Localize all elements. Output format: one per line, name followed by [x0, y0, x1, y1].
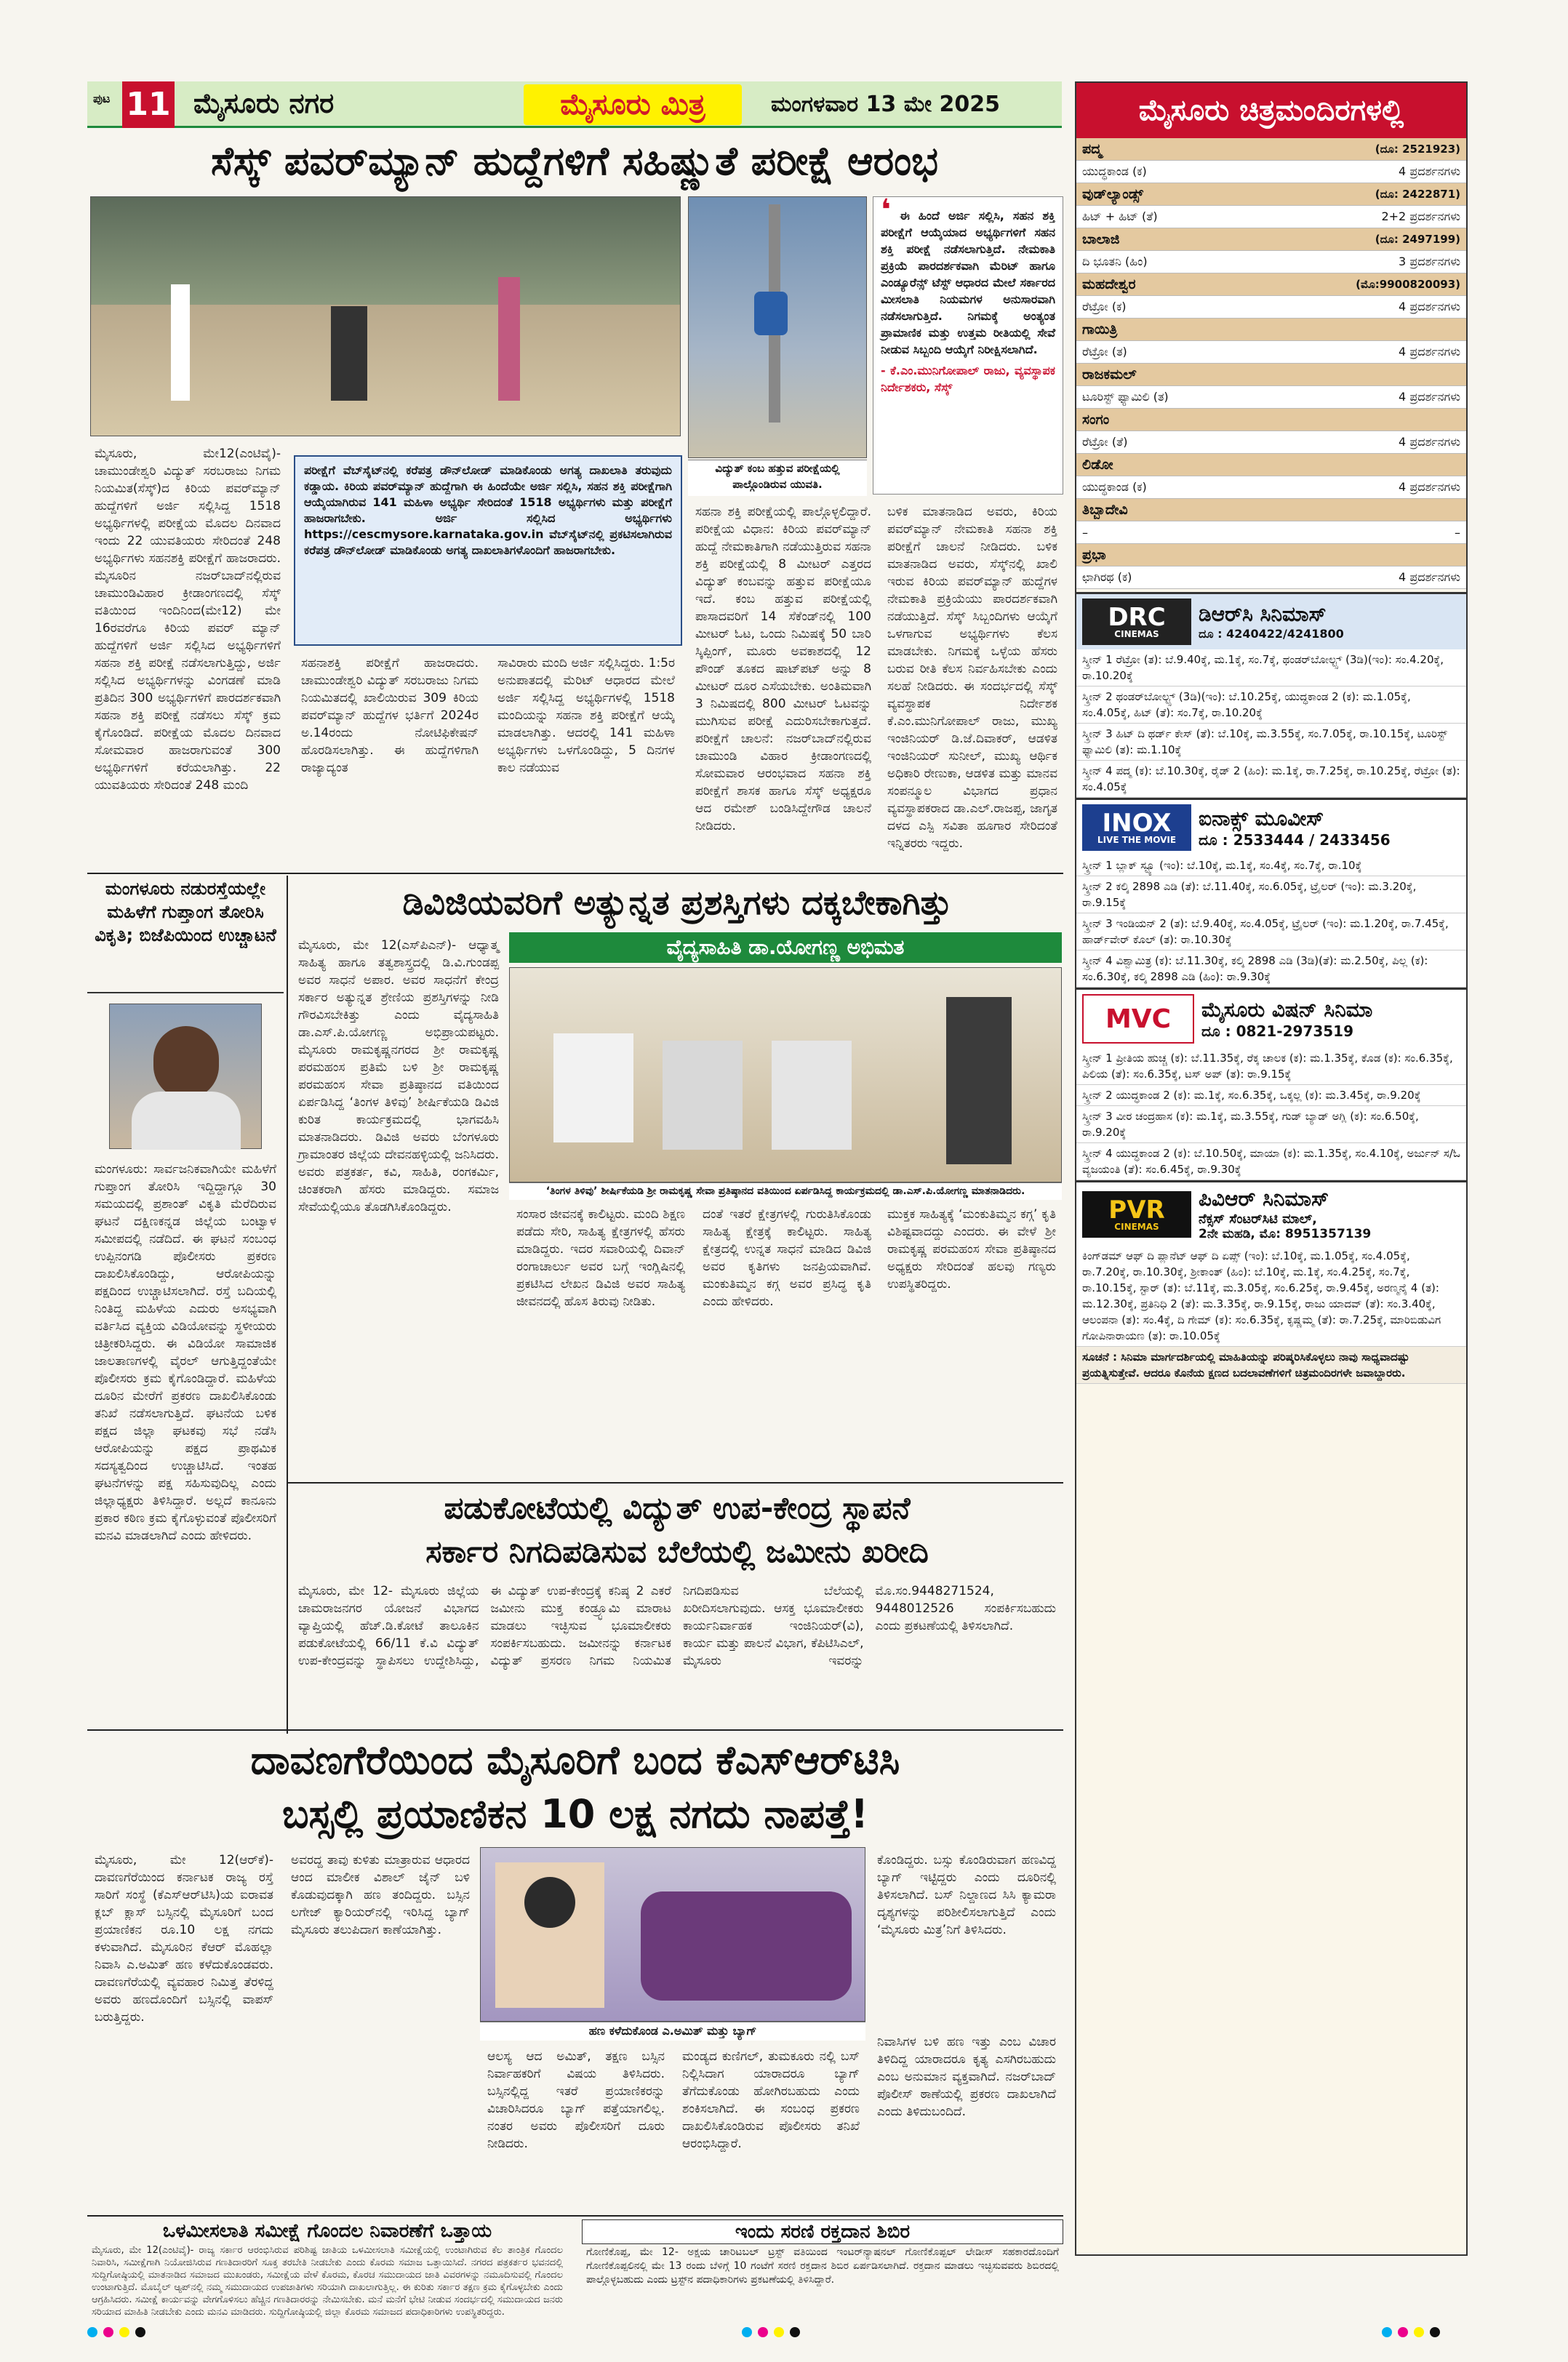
lead-quote-author: - ಕೆ.ಎಂ.ಮುನಿಗೋಪಾಲ್ ರಾಜು, ವ್ಯವಸ್ಥಾಪಕ ನಿರ್ದೇಶಕರು, ಸೆಸ್ಕ್	[881, 364, 1055, 394]
inox-phone: ದೂ : 2533444 / 2433456	[1199, 831, 1391, 849]
pvr-block	[1076, 1180, 1466, 1384]
inox-logo	[1082, 804, 1191, 851]
pvr-header	[1076, 1182, 1466, 1246]
story4-block	[87, 2219, 567, 2318]
theatre-shows: –	[1455, 525, 1460, 540]
inox-header	[1076, 800, 1466, 855]
story6-title: ಇಂದು ಸರಣಿ ರಕ್ತದಾನ ಶಿಬಿರ	[582, 2219, 1063, 2244]
theatre-film-row	[1076, 386, 1466, 409]
inox-logo-text: INOX	[1102, 809, 1172, 838]
theatre-film-row	[1076, 251, 1466, 273]
theatre-film-row	[1076, 296, 1466, 319]
mvc-header	[1076, 990, 1466, 1048]
theatre-name-row	[1076, 228, 1466, 251]
pvr-logo-sub: CINEMAS	[1114, 1221, 1159, 1232]
theatre-name: ವುಡ್‌ಲ್ಯಾಂಡ್ಸ್	[1082, 186, 1143, 202]
theatre-shows: 4 ಪ್ರದರ್ಶನಗಳು	[1399, 570, 1460, 584]
story5-body-c2: ಅವರದ್ದ ತಾವು ಕುಳಿತು ಮಾತ್ರಾರುವ ಆಧಾರದ ಆಂದ ಮಾಲೀಕ ವಿಶಾಲ್ ಜೈನ್ ಬಳಿ ಕೊಡುವುದಕ್ಕಾಗಿ ಹಣ ತಂದಿದ್ದರು. ಬಸ್ಸಿನ ಲಗೇಜ್ ಕ್ಯಾರಿಯರ್‌ನಲ್ಲಿ ಇರಿಸಿದ್ದ ಬ್ಯಾಗ್ ಮೈಸೂರು ತಲುಪಿದಾಗ ಕಾಣೆಯಾಗಿತ್ತು.	[291, 1853, 470, 1937]
theatre-list	[1076, 138, 1466, 589]
masthead: ಮೈಸೂರು ಮಿತ್ರ	[524, 84, 742, 125]
left-story-body: ಮಂಗಳೂರು: ಸಾರ್ವಜನಿಕವಾಗಿಯೇ ಮಹಿಳೆಗೆ ಗುಪ್ತಾಂಗ ತೋರಿಸಿ ಇದ್ದಿದ್ದಾಗ್ಗೂ 30 ಸಮಯದಲ್ಲಿ ಪ್ರಶಾಂತ್ ವಿಕೃತಿ ಮೆರೆದಿರುವ ಘಟನೆ ದಕ್ಷಿಣಕನ್ನಡ ಜಿಲ್ಲೆಯ ಬಂಟ್ವಾಳ ಸಮೀಪದಲ್ಲಿ ನಡೆದಿದೆ. ಈ ಘಟನೆ ಸಂಬಂಧ ಉಪ್ಪಿನಂಗಡಿ ಪೊಲೀಸರು ಪ್ರಕರಣ ದಾಖಲಿಸಿಕೊಂಡಿದ್ದು, ಆರೋಪಿಯನ್ನು ಪಕ್ಷದಿಂದ ಉಚ್ಚಾಟಿಸಲಾಗಿದೆ. ರಸ್ತೆ ಬದಿಯಲ್ಲಿ ನಿಂತಿದ್ದ ಮಹಿಳೆಯ ಎದುರು ಅಸಭ್ಯವಾಗಿ ವರ್ತಿಸಿದ ವ್ಯಕ್ತಿಯ ವಿಡಿಯೋವನ್ನು ಸ್ಥಳೀಯರು ಚಿತ್ರೀಕರಿಸಿದ್ದರು. ಈ ವಿಡಿಯೋ ಸಾಮಾಜಿಕ ಜಾಲತಾಣಗಳಲ್ಲಿ ವೈರಲ್ ಆಗುತ್ತಿದ್ದಂತೆಯೇ ಪೊಲೀಸರು ಕ್ರಮ ಕೈಗೊಂಡಿದ್ದಾರೆ. ಮಹಿಳೆಯ ದೂರಿನ ಮೇರೆಗೆ ಪ್ರಕರಣ ದಾಖಲಿಸಿಕೊಂಡು ತನಿಖೆ ನಡೆಸಲಾಗುತ್ತಿದೆ. ಘಟನೆಯ ಬಳಿಕ ಪಕ್ಷದ ಜಿಲ್ಲಾ ಘಟಕವು ಸಭೆ ನಡೆಸಿ ಆರೋಪಿಯನ್ನು ಪಕ್ಷದ ಪ್ರಾಥಮಿಕ ಸದಸ್ಯತ್ವದಿಂದ ಉಚ್ಚಾಟಿಸಿದೆ. ಇಂತಹ ಘಟನೆಗಳನ್ನು ಪಕ್ಷ ಸಹಿಸುವುದಿಲ್ಲ ಎಂದು ಜಿಲ್ಲಾಧ್ಯಕ್ಷರು ತಿಳಿಸಿದ್ದಾರೆ. ಅಲ್ಲದೆ ಕಾನೂನು ಪ್ರಕಾರ ಕಠಿಣ ಕ್ರಮ ಕೈಗೊಳ್ಳುವಂತೆ ಪೊಲೀಸರಿಗೆ ಮನವಿ ಮಾಡಲಾಗಿದೆ ಎಂದು ಹೇಳಿದರು.	[95, 1162, 276, 1543]
screen-row: ಸ್ಕ್ರೀನ್ 2 ಕಲ್ಕಿ 2898 ಎಡಿ (ತೆ): ಬೆ.11.40ಕ್ಕೆ, ಸಂ.6.05ಕ್ಕೆ, ಟ್ರೈಲರ್ (ಇಂ): ಮ.3.20ಕ್ಕೆ, ರಾ.9.15ಕ್ಕೆ	[1076, 876, 1466, 913]
story4-title: ಒಳಮೀಸಲಾತಿ ಸಮೀಕ್ಷೆ ಗೊಂದಲ ನಿವಾರಣೆಗೆ ಒತ್ತಾಯ	[162, 2220, 492, 2242]
divider	[87, 873, 1063, 874]
lead-body-col5: ಬಳಿಕ ಮಾತನಾಡಿದ ಅವರು, ಕಿರಿಯ ಪವರ್‌ಮ್ಯಾನ್ ನೇಮಕಾತಿ ಸಹನಾ ಶಕ್ತಿ ಪರೀಕ್ಷೆಗೆ ಚಾಲನೆ ನೀಡಿದರು. ಬಳಿಕ ಮಾತನಾಡಿದ ಅವರು, ಸೆಸ್ಕ್‌ನಲ್ಲಿ ಖಾಲಿ ಇರುವ ಕಿರಿಯ ಪವರ್‌ಮ್ಯಾನ್ ಹುದ್ದೆಗಳ ನೇಮಕಾತಿ ಪ್ರಕ್ರಿಯೆಯು ಪಾರದರ್ಶಕವಾಗಿ ನಡೆಯುತ್ತಿದೆ. ಸೆಸ್ಕ್ ಸಿಬ್ಬಂದಿಗಳು ಆಯ್ಕೆಗೆ ಒಳಗಾಗುವ ಅಭ್ಯರ್ಥಿಗಳು ಕೆಲಸ ಮಾಡಬೇಕು. ನಿಗಮಕ್ಕೆ ಒಳ್ಳೆಯ ಹೆಸರು ಬರುವ ರೀತಿ ಕೆಲಸ ನಿರ್ವಹಿಸಬೇಕು ಎಂದು ಸಲಹೆ ನೀಡಿದರು. ಈ ಸಂದರ್ಭದಲ್ಲಿ ಸೆಸ್ಕ್ ವ್ಯವಸ್ಥಾಪಕ ನಿರ್ದೇಶಕ ಕೆ.ಎಂ.ಮುನಿಗೋಪಾಲ್ ರಾಜು, ಮುಖ್ಯ ಇಂಜಿನಿಯರ್ ಡಿ.ಜೆ.ದಿವಾಕರ್, ಆಡಳಿತ ಇಂಜಿನಿಯರ್ ಸುನೀಲ್, ಮುಖ್ಯ ಆರ್ಥಿಕ ಅಧಿಕಾರಿ ರೇಣುಕಾ, ಆಡಳಿತ ಮತ್ತು ಮಾನವ ಸಂಪನ್ಮೂಲ ವಿಭಾಗದ ಪ್ರಧಾನ ವ್ಯವಸ್ಥಾಪಕರಾದ ಡಾ.ಎಲ್.ರಾಜಪ್ಪ, ಜಾಗೃತ ದಳದ ಎಸ್ಪಿ ಸವಿತಾ ಹೂಗಾರ ಸೇರಿದಂತೆ ಇನ್ನಿತರರು ಇದ್ದರು.	[887, 505, 1057, 851]
story4-body: ಮೈಸೂರು, ಮೇ 12(ಎಂಟಿವೈ)- ರಾಜ್ಯ ಸರ್ಕಾರ ಆರಂಭಿಸಿರುವ ಪರಿಶಿಷ್ಟ ಜಾತಿಯ ಒಳಮೀಸಲಾತಿ ಸಮೀಕ್ಷೆಯಲ್ಲಿ ಉಂಟಾಗಿರುವ ಕೆಲ ತಾಂತ್ರಿಕ ಗೊಂದಲ ನಿವಾರಿಸಿ, ಸಮೀಕ್ಷೆಗಾಗಿ ನಿಯೋಜಿಸಿರುವ ಗಣತಿದಾರರಿಗೆ ಸೂಕ್ತ ತರಬೇತಿ ನೀಡಬೇಕು ಎಂದು ಕೊರಮ ಸಮಾಜ ಒತ್ತಾಯಿಸಿದೆ. ನಗರದ ಪತ್ರಕರ್ತರ ಭವನದಲ್ಲಿ ಸುದ್ದಿಗೋಷ್ಠಿಯಲ್ಲಿ ಮಾತನಾಡಿದ ಸಮಾಜದ ಮುಖಂಡರು, ಸಮೀಕ್ಷೆಯ ವೇಳೆ ಕೊರಮ, ಕೊರಚ ಸಮುದಾಯದ ಜಾತಿ ವಿವರಗಳನ್ನು ನಮೂದಿಸುವಲ್ಲಿ ಗೊಂದಲ ಉಂಟಾಗುತ್ತಿದೆ. ಮೊಬೈಲ್ ಆ್ಯಪ್‌ನಲ್ಲಿ ನಮ್ಮ ಸಮುದಾಯದ ಉಪಜಾತಿಗಳು ಸರಿಯಾಗಿ ದಾಖಲಾಗುತ್ತಿಲ್ಲ. ಈ ಕುರಿತು ಸರ್ಕಾರ ತಕ್ಷಣ ಕ್ರಮ ಕೈಗೊಳ್ಳಬೇಕು ಎಂದು ಆಗ್ರಹಿಸಿದರು. ಸಮೀಕ್ಷೆ ಕಾರ್ಯವನ್ನು ವೇಗಗೊಳಿಸಲು ಹೆಚ್ಚಿನ ಗಣತಿದಾರರನ್ನು ನೇಮಿಸಬೇಕು. ಮನೆ ಮನೆಗೆ ಭೇಟಿ ನೀಡುವ ಸಂದರ್ಭದಲ್ಲಿ ಸಮುದಾಯದ ಜನರು ಸರಿಯಾದ ಮಾಹಿತಿ ನೀಡಬೇಕು ಎಂದು ಮನವಿ ಮಾಡಿದರು. ಸುದ್ದಿಗೋಷ್ಠಿಯಲ್ಲಿ ಜಿಲ್ಲಾ ಕೊರಮ ಸಮಾಜದ ಪದಾಧಿಕಾರಿಗಳು ಉಪಸ್ಥಿತರಿದ್ದರು.	[92, 2245, 563, 2318]
theatre-film-row	[1076, 431, 1466, 454]
theatre-name-row	[1076, 499, 1466, 521]
drc-title: ಡಿಆರ್‌ಸಿ ಸಿನಿಮಾಸ್	[1199, 602, 1327, 626]
story3-headline-line1: ಪಡುಕೋಟೆಯಲ್ಲಿ ವಿದ್ಯುತ್ ಉಪ-ಕೇಂದ್ರ ಸ್ಥಾಪನೆ	[444, 1490, 911, 1526]
story2-photo-caption: ‘ತಿಂಗಳ ತಿಳಿವು’ ಶೀರ್ಷಿಕೆಯಡಿ ಶ್ರೀ ರಾಮಕೃಷ್ಣ ಸೇವಾ ಪ್ರತಿಷ್ಠಾನದ ವತಿಯಿಂದ ಏರ್ಪಡಿಸಿದ್ದ ಕಾರ್ಯಕ್ರಮದಲ್ಲಿ ಡಾ.ಎಸ್.ಪಿ.ಯೋಗಣ್ಣ ಮಾತನಾಡಿದರು.	[509, 1182, 1062, 1200]
theatre-shows: 4 ಪ್ರದರ್ಶನಗಳು	[1399, 435, 1460, 449]
theatre-name-row	[1076, 319, 1466, 341]
screen-row: ಸ್ಕ್ರೀನ್ 1 ರೆಟ್ರೋ (ತ): ಬೆ.9.40ಕ್ಕೆ, ಮ.1ಕ್ಕೆ, ಸಂ.7ಕ್ಕೆ, ಥಂಡರ್‌ಬೋಲ್ಟ್ಸ್ (3ಡಿ)(ಇಂ): ಸಂ.4.20ಕ್ಕೆ, ರಾ.10.20ಕ್ಕೆ	[1076, 649, 1466, 686]
divider	[87, 2215, 1063, 2217]
drc-logo-sub: CINEMAS	[1114, 629, 1159, 639]
theatre-film: ಯುದ್ಧಕಾಂಡ (ಕ)	[1082, 480, 1147, 494]
screen-row: ಸ್ಕ್ರೀನ್ 4 ವಿಶ್ವಾಮಿತ್ರ (ಕ): ಬೆ.11.30ಕ್ಕೆ, ಕಲ್ಕಿ 2898 ಎಡಿ (3ಡಿ)(ತೆ): ಮ.2.50ಕ್ಕೆ, ಪಿಲ್ಲ (ಕ): ಸಂ.6.30ಕ್ಕೆ, ಕಲ್ಕಿ 2898 ಎಡಿ (ಹಿಂ): ರಾ.9.30ಕ್ಕೆ	[1076, 950, 1466, 988]
theatre-film: ರೆಟ್ರೋ (ತ)	[1082, 345, 1127, 359]
screen-row: ಸ್ಕ್ರೀನ್ 1 ಪ್ರೀತಿಯ ಹುಚ್ಚ (ಕ): ಬೆ.11.35ಕ್ಕೆ, ರೆಕ್ಕ ಚಾಲಕ (ಕ): ಮ.1.35ಕ್ಕೆ, ಕೊಡ (ಕ): ಸಂ.6.35ಕ್ಕೆ, ಪಿಲಿಯ (ತೆ): ಸಂ.6.35ಕ್ಕೆ, ಟಸ್ ಅಪ್ (ತ): ರಾ.9.15ಕ್ಕೆ	[1076, 1048, 1466, 1085]
lead-quote-text: ಈ ಹಿಂದೆ ಅರ್ಜಿ ಸಲ್ಲಿಸಿ, ಸಹನ ಶಕ್ತಿ ಪರೀಕ್ಷೆಗೆ ಆಯ್ಕೆಯಾದ ಅಭ್ಯರ್ಥಿಗಳಿಗೆ ಸಹನ ಶಕ್ತಿ ಪರೀಕ್ಷೆ ನಡೆಸಲಾಗುತ್ತಿದೆ. ನೇಮಕಾತಿ ಪ್ರಕ್ರಿಯೆ ಪಾರದರ್ಶಕವಾಗಿ ಮೆರಿಟ್ ಹಾಗೂ ಎಂಡ್ಯೂರೆನ್ಸ್ ಟೆಸ್ಟ್ ಆಧಾರದ ಮೇಲೆ ಸರ್ಕಾರದ ಮೀಸಲಾತಿ ನಿಯಮಗಳ ಅನುಸಾರವಾಗಿ ನಡೆಸಲಾಗುತ್ತಿದೆ. ನಿಗಮಕ್ಕೆ ಅಂತ್ಯಂತ ಪ್ರಾಮಾಣಿಕ ಮತ್ತು ಉತ್ತಮ ರೀತಿಯಲ್ಲಿ ಸೇವೆ ನೀಡುವ ಸಿಬ್ಬಂದಿ ಆಯ್ಕೆಗೆ ನಿರೀಕ್ಷಿಸಲಾಗಿದೆ.	[881, 209, 1055, 356]
story5-body-c5: ಕೊಂಡಿದ್ದರು. ಬಸ್ಸು ಕೊಂಡಿರುವಾಗ ಹಣವಿದ್ದ ಬ್ಯಾಗ್ ಇಟ್ಟಿದ್ದರು ಎಂದು ದೂರಿನಲ್ಲಿ ತಿಳಿಸಲಾಗಿದೆ. ಬಸ್ ನಿಲ್ದಾಣದ ಸಿಸಿ ಕ್ಯಾಮರಾ ದೃಶ್ಯಗಳನ್ನು ಪರಿಶೀಲಿಸಲಾಗುತ್ತಿದೆ ಎಂದು ‘ಮೈಸೂರು ಮಿತ್ರ’ನಿಗೆ ತಿಳಿಸಿದರು.	[877, 1853, 1056, 1937]
theatre-name: ಮಹದೇಶ್ವರ	[1082, 276, 1136, 292]
page-header	[87, 81, 1062, 128]
theatre-film: ಛಾಗಿರಥ (ಕ)	[1082, 570, 1132, 584]
registration-marks-center	[742, 2327, 829, 2342]
inox-title: ಐನಾಕ್ಸ್ ಮೂವೀಸ್	[1199, 806, 1324, 830]
quote-mark-icon: ❛	[881, 193, 891, 227]
cinema-panel-title: ಮೈಸೂರು ಚಿತ್ರಮಂದಿರಗಳಲ್ಲಿ	[1076, 83, 1466, 138]
lead-headline: ಸೆಸ್ಕ್ ಪವರ್‌ಮ್ಯಾನ್ ಹುದ್ದೆಗಳಿಗೆ ಸಹಿಷ್ಣುತೆ ಪರೀಕ್ಷೆ ಆರಂಭ	[210, 138, 938, 184]
drc-screens	[1076, 649, 1466, 798]
story2-subhead: ವೈದ್ಯಸಾಹಿತಿ ಡಾ.ಯೋಗಣ್ಣ ಅಭಿಮತ	[509, 932, 1062, 963]
story5-photo-caption: ಹಣ ಕಳೆದುಕೊಂಡ ಎ.ಅಮಿತ್ ಮತ್ತು ಬ್ಯಾಗ್	[480, 2022, 865, 2041]
theatre-film: –	[1082, 525, 1088, 540]
theatre-phone: (ದೂ: 2497199)	[1375, 233, 1460, 246]
drc-logo-text: DRC	[1108, 603, 1166, 632]
story6-block	[582, 2219, 1063, 2307]
theatre-name: ಪದ್ಮ	[1082, 141, 1103, 157]
story6-body: ಗೋಣಿಕೊಪ್ಪ, ಮೇ 12- ಅಕ್ಷಯ ಚಾರಿಟಬಲ್ ಟ್ರಸ್ಟ್ ವತಿಯಿಂದ ಇಂಟರ್‌ನ್ಯಾಷನಲ್ ಗೋಣಿಕೊಪ್ಪಲ್ ಲೇಡೀಸ್ ಸಹಕಾರದೊಂದಿಗೆ ಗೋಣಿಕೊಪ್ಪಲಿನಲ್ಲಿ ಮೇ 13 ರಂದು ಬೆಳಿಗ್ಗೆ 10 ಗಂಟೆಗೆ ಸರಣಿ ರಕ್ತದಾನ ಶಿಬಿರ ಏರ್ಪಡಿಸಲಾಗಿದೆ. ರಕ್ತದಾನ ಮಾಡಲು ಇಚ್ಛಿಸುವವರು ಶಿಬಿರದಲ್ಲಿ ಪಾಲ್ಗೊಳ್ಳಬಹುದು ಎಂದು ಟ್ರಸ್ಟ್‌ನ ಪದಾಧಿಕಾರಿಗಳು ಪ್ರಕಟಣೆಯಲ್ಲಿ ತಿಳಿಸಿದ್ದಾರೆ.	[586, 2246, 1059, 2286]
story2-body-left: ಮೈಸೂರು, ಮೇ 12(ಎಸ್‌ಪಿಎನ್)- ಆಧ್ಯಾತ್ಮ ಸಾಹಿತ್ಯ ಹಾಗೂ ತತ್ವಶಾಸ್ತ್ರದಲ್ಲಿ ಡಿ.ವಿ.ಗುಂಡಪ್ಪ ಅವರ ಸಾಧನೆ ಅಪಾರ. ಅವರ ಸಾಧನೆಗೆ ಕೇಂದ್ರ ಸರ್ಕಾರ ಅತ್ಯುನ್ನತ ಶ್ರೇಣಿಯ ಪ್ರಶಸ್ತಿಗಳನ್ನು ನೀಡಿ ಗೌರವಿಸಬೇಕಿತ್ತು ಎಂದು ವೈದ್ಯಸಾಹಿತಿ ಡಾ.ಎಸ್.ಪಿ.ಯೋಗಣ್ಣ ಅಭಿಪ್ರಾಯಪಟ್ಟರು. ಮೈಸೂರು ರಾಮಕೃಷ್ಣನಗರದ ಶ್ರೀ ರಾಮಕೃಷ್ಣ ಪರಮಹಂಸ ಪ್ರತಿಮೆ ಬಳಿ ಶ್ರೀ ರಾಮಕೃಷ್ಣ ಪರಮಹಂಸ ಸೇವಾ ಪ್ರತಿಷ್ಠಾನದ ವತಿಯಿಂದ ಏರ್ಪಡಿಸಿದ್ದ ‘ತಿಂಗಳ ತಿಳಿವು’ ಶೀರ್ಷಿಕೆಯಡಿ ಡಿವಿಜಿ ಕುರಿತ ಕಾರ್ಯಕ್ರಮದಲ್ಲಿ ಭಾಗವಹಿಸಿ ಮಾತನಾಡಿದರು. ಡಿವಿಜಿ ಅವರು ಬೆಂಗಳೂರು ಗ್ರಾಮಾಂತರ ಜಿಲ್ಲೆಯ ದೇವನಹಳ್ಳಿಯಲ್ಲಿ ಜನಿಸಿದರು. ಅವರು ಪತ್ರಕರ್ತ, ಕವಿ, ಸಾಹಿತಿ, ರಂಗಕರ್ಮಿ, ಚಿಂತಕರಾಗಿ ಹೆಸರು ಮಾಡಿದ್ದರು. ಸಮಾಜ ಸೇವೆಯಲ್ಲಿಯೂ ತೊಡಗಿಸಿಕೊಂಡಿದ್ದರು.	[298, 938, 499, 1214]
lead-photo-pole-caption: ವಿದ್ಯುತ್ ಕಂಬ ಹತ್ತುವ ಪರೀಕ್ಷೆಯಲ್ಲಿ ಪಾಲ್ಗೊಂಡಿರುವ ಯುವತಿ.	[688, 460, 867, 496]
theatre-name-row	[1076, 454, 1466, 476]
theatre-name: ರಾಜಕಮಲ್	[1082, 367, 1137, 383]
story5-body-c1: ಮೈಸೂರು, ಮೇ 12(ಆರ್‌ಕೆ)- ದಾವಣಗೆರೆಯಿಂದ ಕರ್ನಾಟಕ ರಾಜ್ಯ ರಸ್ತೆ ಸಾರಿಗೆ ಸಂಸ್ಥೆ (ಕೆಎಸ್‌ಆರ್‌ಟಿಸಿ)ಯ ಐರಾವತ ಕ್ಲಬ್ ಕ್ಲಾಸ್ ಬಸ್ಸಿನಲ್ಲಿ ಮೈಸೂರಿಗೆ ಬಂದ ಪ್ರಯಾಣಿಕನ ರೂ.10 ಲಕ್ಷ ನಗದು ಕಳುವಾಗಿದೆ. ಮೈಸೂರಿನ ಕೆಆರ್ ಮೊಹಲ್ಲಾ ನಿವಾಸಿ ಎ.ಅಮಿತ್ ಹಣ ಕಳೆದುಕೊಂಡವರು. ದಾವಣಗೆರೆಯಲ್ಲಿ ವ್ಯವಹಾರ ನಿಮಿತ್ತ ತೆರಳಿದ್ದ ಅವರು ಹಣದೊಂದಿಗೆ ಬಸ್ಸಿನಲ್ಲಿ ವಾಪಸ್ ಬರುತ್ತಿದ್ದರು.	[95, 1853, 273, 2025]
screen-row: ಸ್ಕ್ರೀನ್ 3 ಇಂಡಿಯನ್ 2 (ತ): ಬೆ.9.40ಕ್ಕೆ, ಸಂ.4.05ಕ್ಕೆ, ಟ್ರೈಲರ್ (ಇಂ): ಮ.1.20ಕ್ಕೆ, ರಾ.7.45ಕ್ಕೆ, ಹಾರ್ಡ್‌ವೇರ್ ಕೊಲ್ (ತ): ರಾ.10.30ಕ್ಕೆ	[1076, 913, 1466, 950]
theatre-name: ತಿಬ್ಬಾದೇವಿ	[1082, 502, 1128, 518]
theatre-shows: 4 ಪ್ರದರ್ಶನಗಳು	[1399, 390, 1460, 404]
registration-marks-right	[1382, 2327, 1469, 2342]
theatre-name: ಗಾಯಿತ್ರಿ	[1082, 321, 1118, 337]
lead-body-col3: ಸಾವಿರಾರು ಮಂದಿ ಅರ್ಜಿ ಸಲ್ಲಿಸಿದ್ದರು. 1:5ರ ಅನುಪಾತದಲ್ಲಿ ಮೆರಿಟ್ ಆಧಾರದ ಮೇಲೆ ಅರ್ಜಿ ಸಲ್ಲಿಸಿದ್ದ ಅಭ್ಯರ್ಥಿಗಳಲ್ಲಿ 1518 ಮಂದಿಯನ್ನು ಸಹನಾ ಶಕ್ತಿ ಪರೀಕ್ಷೆಗೆ ಆಯ್ಕೆ ಮಾಡಲಾಗಿತ್ತು. ಆದರಲ್ಲಿ 141 ಮಹಿಳಾ ಅಭ್ಯರ್ಥಿಗಳು ಒಳಗೊಂಡಿದ್ದು, 5 ದಿನಗಳ ಕಾಲ ನಡೆಯುವ	[497, 656, 675, 775]
inox-block	[1076, 798, 1466, 988]
theatre-shows: 4 ಪ್ರದರ್ಶನಗಳು	[1399, 345, 1460, 359]
story5-headline-line2: ಬಸ್ಸಲ್ಲಿ ಪ್ರಯಾಣಿಕನ 10 ಲಕ್ಷ ನಗದು ನಾಪತ್ತೆ!	[281, 1791, 869, 1837]
screen-row: ಸ್ಕ್ರೀನ್ 4 ಯುದ್ಧಕಾಂಡ 2 (ಕ): ಬೆ.10.50ಕ್ಕೆ, ಮಾಯಾ (ಕ): ಮ.1.35ಕ್ಕೆ, ಸಂ.4.10ಕ್ಕೆ, ಅರ್ಜುನ್ ಸ/ಓ ವ್ಯಜಯಂತಿ (ತೆ): ಸಂ.6.45ಕ್ಕೆ, ರಾ.9.30ಕ್ಕೆ	[1076, 1143, 1466, 1180]
drc-header	[1076, 594, 1466, 649]
mvc-logo-text: MVC	[1105, 1004, 1172, 1034]
theatre-shows: 4 ಪ್ರದರ್ಶನಗಳು	[1399, 480, 1460, 494]
story2-headline: ಡಿವಿಜಿಯವರಿಗೆ ಅತ್ಯುನ್ನತ ಪ್ರಶಸ್ತಿಗಳು ದಕ್ಕಬೇಕಾಗಿತ್ತು	[402, 883, 952, 922]
lead-quote	[873, 193, 1063, 495]
pvr-subtitle: ನೆಕ್ಸಸ್ ಸೆಂಟರ್‌ಸಿಟಿ ಮಾಲ್,	[1199, 1212, 1317, 1227]
theatre-shows: 2+2 ಪ್ರದರ್ಶನಗಳು	[1381, 209, 1460, 223]
left-story-headline: ಮಂಗಳೂರು ನಡುರಸ್ತೆಯಲ್ಲೇ ಮಹಿಳೆಗೆ ಗುಪ್ತಾಂಗ ತೋರಿಸಿ ವಿಕೃತಿ; ಬಿಜೆಪಿಯಿಂದ ಉಚ್ಚಾಟನೆ	[87, 877, 284, 993]
pvr-title: ಪಿವಿಆರ್ ಸಿನಿಮಾಸ್	[1199, 1187, 1329, 1211]
divider	[288, 1482, 1063, 1484]
theatre-phone: (ಮೊ:9900820093)	[1356, 278, 1460, 291]
section-title: ಮೈಸೂರು ನಗರ	[193, 87, 335, 119]
cinema-panel	[1075, 81, 1468, 2256]
theatre-shows: 3 ಪ್ರದರ್ಶನಗಳು	[1399, 255, 1460, 268]
screen-row: ಸ್ಕ್ರೀನ್ 2 ಯುದ್ಧಕಾಂಡ 2 (ಕ): ಮ.1ಕ್ಕೆ, ಸಂ.6.35ಕ್ಕೆ, ಒಕ್ಕಲ್ಲ (ಕ): ಮ.3.45ಕ್ಕೆ, ರಾ.9.20ಕ್ಕೆ	[1076, 1085, 1466, 1106]
theatre-film-row	[1076, 521, 1466, 544]
screen-row: ಸ್ಕ್ರೀನ್ 2 ಥಂಡರ್‌ಬೋಲ್ಟ್ಸ್ (3ಡಿ)(ಇಂ): ಬೆ.10.25ಕ್ಕೆ, ಯುದ್ಧಕಾಂಡ 2 (ಕ): ಮ.1.05ಕ್ಕೆ, ಸಂ.4.05ಕ್ಕೆ, ಹಿಟ್ (ತೆ): ಸಂ.7ಕ್ಕೆ, ರಾ.10.20ಕ್ಕೆ	[1076, 686, 1466, 724]
drc-phone: ದೂ : 4240422/4241800	[1199, 627, 1344, 641]
issue-date: ಮಂಗಳವಾರ 13 ಮೇ 2025	[771, 92, 1001, 117]
theatre-name-row	[1076, 138, 1466, 161]
theatre-name: ಪ್ರಭಾ	[1082, 547, 1106, 563]
page-label: ಪುಟ	[93, 92, 111, 105]
divider	[287, 876, 288, 1734]
theatre-phone: (ದೂ: 2422871)	[1375, 188, 1460, 201]
lead-photo-pole	[688, 196, 867, 458]
drc-block	[1076, 592, 1466, 798]
page-number: 11	[122, 81, 175, 128]
theatre-name: ಬಾಲಾಜಿ	[1082, 231, 1120, 247]
lead-body-col2: ಸಹನಾಶಕ್ತಿ ಪರೀಕ್ಷೆಗೆ ಹಾಜರಾದರು. ಚಾಮುಂಡೇಶ್ವರಿ ವಿದ್ಯುತ್ ಸರಬರಾಜು ನಿಗಮ ನಿಯಮಿತದಲ್ಲಿ ಖಾಲಿಯಿರುವ 309 ಕಿರಿಯ ಪವರ್‌ಮ್ಯಾನ್ ಹುದ್ದೆಗಳ ಭರ್ತಿಗೆ 2024ರ ಅ.14ರಂದು ನೋಟಿಫಿಕೇಷನ್ ಹೊರಡಿಸಲಾಗಿತ್ತು. ಈ ಹುದ್ದೆಗಳಿಗಾಗಿ ರಾಜ್ಯಾದ್ಯಂತ	[301, 656, 479, 775]
story2-body-c3: ಮುಕ್ತಕ ಸಾಹಿತ್ಯಕ್ಕೆ ‘ಮಂಕುತಿಮ್ಮನ ಕಗ್ಗ’ ಕೃತಿ ವಿಶಿಷ್ಟವಾದದ್ದು ಎಂದರು. ಈ ವೇಳೆ ಶ್ರೀ ರಾಮಕೃಷ್ಣ ಪರಮಹಂಸ ಸೇವಾ ಪ್ರತಿಷ್ಠಾನದ ಅಧ್ಯಕ್ಷರು ಸೇರಿದಂತೆ ಹಲವು ಗಣ್ಯರು ಉಪಸ್ಥಿತರಿದ್ದರು.	[887, 1207, 1056, 1292]
story2-body-c2: ದಂತೆ ಇತರೆ ಕ್ಷೇತ್ರಗಳಲ್ಲಿ ಗುರುತಿಸಿಕೊಂಡು ಸಾಹಿತ್ಯ ಕ್ಷೇತ್ರಕ್ಕೆ ಕಾಲಿಟ್ಟರು. ಸಾಹಿತ್ಯ ಕ್ಷೇತ್ರದಲ್ಲಿ ಉನ್ನತ ಸಾಧನೆ ಮಾಡಿದ ಡಿವಿಜಿ ಅವರ ಕೃತಿಗಳು ಜನಪ್ರಿಯವಾಗಿವೆ. ಮಂಕುತಿಮ್ಮನ ಕಗ್ಗ ಅವರ ಪ್ರಸಿದ್ಧ ಕೃತಿ ಎಂದು ಹೇಳಿದರು.	[703, 1207, 871, 1309]
theatre-name-row	[1076, 273, 1466, 296]
theatre-film: ಹಿಟ್ + ಹಿಟ್ (ತೆ)	[1082, 209, 1158, 223]
lead-photo-track	[90, 196, 681, 436]
theatre-name: ಸಂಗಂ	[1082, 412, 1110, 428]
mvc-logo	[1082, 994, 1194, 1044]
theatre-name-row	[1076, 364, 1466, 386]
screen-row: ಸ್ಕ್ರೀನ್ 1 ಬ್ಲಾಕ್ ಸ್ಟ್ಯೂ (ಇಂ): ಬೆ.10ಕ್ಕೆ, ಮ.1ಕ್ಕೆ, ಸಂ.4ಕ್ಕೆ, ಸಂ.7ಕ್ಕೆ, ರಾ.10ಕ್ಕೆ	[1076, 855, 1466, 876]
theatre-name-row	[1076, 544, 1466, 567]
theatre-film: ದಿ ಭೂತನಿ (ಹಿಂ)	[1082, 255, 1148, 268]
inox-logo-sub: LIVE THE MOVIE	[1097, 835, 1177, 845]
theatre-name-row	[1076, 183, 1466, 206]
lead-body-col4: ಸಹನಾ ಶಕ್ತಿ ಪರೀಕ್ಷೆಯಲ್ಲಿ ಪಾಲ್ಗೊಳ್ಳಲಿದ್ದಾರೆ. ಪರೀಕ್ಷೆಯ ವಿಧಾನ: ಕಿರಿಯ ಪವರ್‌ಮ್ಯಾನ್ ಹುದ್ದೆ ನೇಮಕಾತಿಗಾಗಿ ನಡೆಯುತ್ತಿರುವ ಸಹನಾ ಶಕ್ತಿ ಪರೀಕ್ಷೆಯಲ್ಲಿ 8 ಮೀಟರ್ ಎತ್ತರದ ವಿದ್ಯುತ್ ಕಂಬವನ್ನು ಹತ್ತುವ ಪರೀಕ್ಷೆಯೂ ಇದೆ. ಕಂಬ ಹತ್ತುವ ಪರೀಕ್ಷೆಯಲ್ಲಿ ಪಾಸಾದವರಿಗೆ 14 ಸೆಕೆಂಡ್‌ನಲ್ಲಿ 100 ಮೀಟರ್ ಓಟ, ಒಂದು ನಿಮಿಷಕ್ಕೆ 50 ಬಾರಿ ಸ್ಕಿಪ್ಪಿಂಗ್, ಮೂರು ಅವಕಾಶದಲ್ಲಿ 12 ಪೌಂಡ್ ತೂಕದ ಷಾಟ್‌ಪಟ್ ಅನ್ನು 8 ಮೀಟರ್ ದೂರ ಎಸೆಯಬೇಕು. ಅಂತಿಮವಾಗಿ 3 ನಿಮಿಷದಲ್ಲಿ 800 ಮೀಟರ್ ಓಟವನ್ನು ಮುಗಿಸುವ ಪರೀಕ್ಷೆ ಎದುರಿಸಬೇಕಾಗುತ್ತದೆ. ಪರೀಕ್ಷೆಗೆ ಚಾಲನೆ: ನಜರ್‌ಬಾದ್‌ನಲ್ಲಿರುವ ಚಾಮುಂಡಿ ವಿಹಾರ ಕ್ರೀಡಾಂಗಣದಲ್ಲಿ ಸೋಮವಾರ ಆರಂಭವಾದ ಸಹನಾ ಶಕ್ತಿ ಪರೀಕ್ಷೆಗೆ ಶಾಸಕ ಹಾಗೂ ಸೆಸ್ಕ್ ಅಧ್ಯಕ್ಷರೂ ಆದ ರಮೇಶ್ ಬಂಡಿಸಿದ್ದೇಗೌಡ ಚಾಲನೆ ನೀಡಿದರು.	[695, 505, 871, 833]
screen-row: ಸ್ಕ್ರೀನ್ 3 ಹಿಟ್ ದಿ ಥರ್ಡ್ ಕೇಸ್ (ತೆ): ಬೆ.10ಕ್ಕೆ, ಮ.3.55ಕ್ಕೆ, ಸಂ.7.05ಕ್ಕೆ, ರಾ.10.15ಕ್ಕೆ, ಟೂರಿಸ್ಟ್ ಫ್ಯಾಮಿಲಿ (ತ): ಮ.1.10ಕ್ಕೆ	[1076, 724, 1466, 761]
left-story-photo	[109, 1004, 262, 1149]
theatre-film: ಟೂರಿಸ್ಟ್ ಫ್ಯಾಮಿಲಿ (ತ)	[1082, 390, 1169, 404]
mvc-phone: ದೂ : 0821-2973519	[1201, 1022, 1353, 1040]
lead-notice-text: ಪರೀಕ್ಷೆಗೆ ವೆಬ್‌ಸೈಟ್‌ನಲ್ಲಿ ಕರೆಪತ್ರ ಡೌನ್‌ಲೋಡ್ ಮಾಡಿಕೊಂಡು ಅಗತ್ಯ ದಾಖಲಾತಿ ತರುವುದು ಕಡ್ಡಾಯ. ಕಿರಿಯ ಪವರ್‌ಮ್ಯಾನ್ ಹುದ್ದೆಗಾಗಿ ಈ ಹಿಂದೆಯೇ ಅರ್ಜಿ ಸಲ್ಲಿಸಿ, ಸಹನ ಶಕ್ತಿ ಪರೀಕ್ಷೆಗಾಗಿ ಆಯ್ಕೆಯಾಗಿರುವ 141 ಮಹಿಳಾ ಅಭ್ಯರ್ಥಿ ಸೇರಿದಂತೆ 1518 ಅಭ್ಯರ್ಥಿಗಳು ಮತ್ತು ಪರೀಕ್ಷೆಗೆ ಹಾಜರಾಗಬೇಕು. ಅರ್ಜಿ ಸಲ್ಲಿಸಿದ ಅಭ್ಯರ್ಥಿಗಳು https://cescmysore.karnataka.gov.in ವೆಬ್‌ಸೈಟ್‌ನಲ್ಲಿ ಪ್ರಕಟಿಸಲಾಗಿರುವ ಕರೆಪತ್ರ ಡೌನ್‌ಲೋಡ್ ಮಾಡಿಕೊಂಡು ಅಗತ್ಯ ದಾಖಲಾತಿಗಳೊಂದಿಗೆ ಹಾಜರಾಗಬೇಕು.	[304, 463, 672, 557]
story2-photo	[509, 967, 1062, 1182]
theatre-film-row	[1076, 567, 1466, 589]
mvc-block	[1076, 988, 1466, 1180]
screen-row: ಸ್ಕ್ರೀನ್ 4 ಪದ್ಮ (ಕ): ಬೆ.10.30ಕ್ಕೆ, ರೈಡ್ 2 (ಹಿಂ): ಮ.1ಕ್ಕೆ, ರಾ.7.25ಕ್ಕೆ, ರಾ.10.25ಕ್ಕೆ, ರೆಟ್ರೋ (ತ): ಸಂ.4.05ಕ್ಕೆ	[1076, 761, 1466, 798]
registration-marks-left	[87, 2327, 175, 2342]
story3-headline-line2: ಸರ್ಕಾರ ನಿಗದಿಪಡಿಸುವ ಬೆಲೆಯಲ್ಲಿ ಜಮೀನು ಖರೀದಿ	[425, 1534, 929, 1569]
theatre-name: ಲಿಡೋ	[1082, 457, 1113, 473]
divider	[87, 1729, 1063, 1731]
mvc-title: ಮೈಸೂರು ವಿಷನ್ ಸಿನಿಮಾ	[1201, 998, 1373, 1022]
screen-row: ಸ್ಕ್ರೀನ್ 3 ವೀರ ಚಂದ್ರಹಾಸ (ಕ): ಮ.1ಕ್ಕೆ, ಮ.3.55ಕ್ಕೆ, ಗುಡ್ ಬ್ಯಾಡ್ ಅಗ್ಲಿ (ಕ): ಸಂ.6.50ಕ್ಕೆ, ರಾ.9.20ಕ್ಕೆ	[1076, 1106, 1466, 1143]
pvr-logo	[1082, 1191, 1191, 1238]
theatre-shows: 4 ಪ್ರದರ್ಶನಗಳು	[1399, 164, 1460, 178]
story5-body-c3: ಆಲಸ್ಯ ಆದ ಅಮಿತ್, ತಕ್ಷಣ ಬಸ್ಸಿನ ನಿರ್ವಾಹಕರಿಗೆ ವಿಷಯ ತಿಳಿಸಿದರು. ಬಸ್ಸಿನಲ್ಲಿದ್ದ ಇತರೆ ಪ್ರಯಾಣಿಕರನ್ನು ವಿಚಾರಿಸಿದರೂ ಬ್ಯಾಗ್ ಪತ್ತೆಯಾಗಲಿಲ್ಲ. ನಂತರ ಅವರು ಪೊಲೀಸರಿಗೆ ದೂರು ನೀಡಿದರು.	[487, 2049, 665, 2151]
drc-logo	[1082, 598, 1191, 645]
lead-notice-box	[294, 455, 682, 646]
story3-body: ಮೈಸೂರು, ಮೇ 12- ಮೈಸೂರು ಜಿಲ್ಲೆಯ ಚಾಮರಾಜನಗರ ಯೋಜನೆ ವಿಭಾಗದ ವ್ಯಾಪ್ತಿಯಲ್ಲಿ ಹೆಚ್.ಡಿ.ಕೋಟೆ ತಾಲೂಕಿನ ಪಡುಕೋಟೆಯಲ್ಲಿ 66/11 ಕೆ.ವಿ ವಿದ್ಯುತ್ ಉಪ-ಕೇಂದ್ರವನ್ನು ಸ್ಥಾಪಿಸಲು ಉದ್ದೇಶಿಸಿದ್ದು, ಈ ವಿದ್ಯುತ್ ಉಪ-ಕೇಂದ್ರಕ್ಕೆ ಕನಿಷ್ಠ 2 ಎಕರೆ ಜಮೀನು ಮುಕ್ತ ಕಂಡ್ರ್ಭೂಮಿ ಮಾರಾಟ ಮಾಡಲು ಇಚ್ಛಿಸುವ ಭೂಮಾಲೀಕರು ಸಂಪರ್ಕಿಸಬಹುದು. ಜಮೀನನ್ನು ಕರ್ನಾಟಕ ವಿದ್ಯುತ್ ಪ್ರಸರಣ ನಿಗಮ ನಿಯಮಿತ ನಿಗದಿಪಡಿಸುವ ಬೆಲೆಯಲ್ಲಿ ಖರೀದಿಸಲಾಗುವುದು. ಆಸಕ್ತ ಭೂಮಾಲೀಕರು ಕಾರ್ಯನಿರ್ವಾಹಕ ಇಂಜಿನಿಯರ್(ವಿ), ಕಾರ್ಯ ಮತ್ತು ಪಾಲನೆ ವಿಭಾಗ, ಕೆಪಿಟಿಸಿಎಲ್, ಮೈಸೂರು ಇವರನ್ನು ಮೊ.ಸಂ.9448271524, 9448012526 ಸಂಪರ್ಕಿಸಬಹುದು ಎಂದು ಪ್ರಕಟಣೆಯಲ್ಲಿ ತಿಳಿಸಲಾಗಿದೆ.	[298, 1584, 1056, 1668]
pvr-listing: ಕಿಂಗ್‌ಡಮ್ ಆಫ್ ದಿ ಪ್ಲಾನೆಟ್ ಆಫ್ ದಿ ಏಪ್ಸ್ (ಇಂ): ಬೆ.10ಕ್ಕೆ, ಮ.1.05ಕ್ಕೆ, ಸಂ.4.05ಕ್ಕೆ, ರಾ.7.20ಕ್ಕೆ, ರಾ.10.30ಕ್ಕೆ, ಶ್ರೀಕಾಂತ್ (ಹಿಂ): ಬೆ.10ಕ್ಕೆ, ಮ.1ಕ್ಕೆ, ಸಂ.4.25ಕ್ಕೆ, ಸಂ.7ಕ್ಕೆ, ರಾ.10.15ಕ್ಕೆ, ಸ್ಟಾರ್ (ತ): ಬೆ.11ಕ್ಕೆ, ಮ.3.05ಕ್ಕೆ, ಸಂ.6.25ಕ್ಕೆ, ರಾ.9.45ಕ್ಕೆ, ಅರಣ್ಮನೈ 4 (ತ): ಮ.12.30ಕ್ಕೆ, ಪ್ರತಿನಿಧಿ 2 (ತೆ): ಮ.3.35ಕ್ಕೆ, ರಾ.9.15ಕ್ಕೆ, ರಾಜು ಯಾದವ್ (ತೆ): ಸಂ.3.40ಕ್ಕೆ, ಆಲಂಪನಾ (ತ): ಸಂ.4ಕ್ಕೆ, ದಿ ಗೇಮ್ (ಕ): ಸಂ.6.35ಕ್ಕೆ, ಕೃಷ್ಣಮ್ಮ (ತೆ): ರಾ.7.25ಕ್ಕೆ, ಮಾರಿಬಿಡುವಿಗ ಗೋಪಿನಾರಾಯಣ (ತ): ರಾ.10.05ಕ್ಕೆ	[1076, 1246, 1466, 1347]
theatre-shows: 4 ಪ್ರದರ್ಶನಗಳು	[1399, 300, 1460, 313]
pvr-logo-text: PVR	[1108, 1195, 1165, 1225]
theatre-film-row	[1076, 161, 1466, 183]
inox-screens	[1076, 855, 1466, 988]
theatre-film: ಯುದ್ಧಕಾಂಡ (ಕ)	[1082, 164, 1147, 178]
theatre-film-row	[1076, 341, 1466, 364]
story5-headline-line1: ದಾವಣಗೆರೆಯಿಂದ ಮೈಸೂರಿಗೆ ಬಂದ ಕೆಎಸ್‌ಆರ್‌ಟಿಸಿ	[250, 1737, 900, 1783]
lead-body-col1: ಮೈಸೂರು, ಮೇ12(ಎಂಟಿವೈ)- ಚಾಮುಂಡೇಶ್ವರಿ ವಿದ್ಯುತ್ ಸರಬರಾಜು ನಿಗಮ ನಿಯಮಿತ(ಸೆಸ್ಕ್)ದ ಕಿರಿಯ ಪವರ್‌ಮ್ಯಾನ್ ಹುದ್ದೆಗಳಿಗೆ ಅರ್ಜಿ ಸಲ್ಲಿಸಿದ್ದ 1518 ಅಭ್ಯರ್ಥಿಗಳಲ್ಲಿ ಪರೀಕ್ಷೆಯ ಮೊದಲ ದಿನವಾದ ಇಂದು 22 ಯುವತಿಯರು ಸೇರಿದಂತೆ 248 ಅಭ್ಯರ್ಥಿಗಳು ಸಹನಶಕ್ತಿ ಪರೀಕ್ಷೆಗೆ ಹಾಜರಾದರು. ಮೈಸೂರಿನ ನಜರ್‌ಬಾದ್‌ನಲ್ಲಿರುವ ಚಾಮುಂಡಿವಿಹಾರ ಕ್ರೀಡಾಂಗಣದಲ್ಲಿ ಸೆಸ್ಕ್ ವತಿಯಿಂದ ಇಂದಿನಿಂದ(ಮೇ12) ಮೇ 16ರವರೆಗೂ ಕಿರಿಯ ಪವರ್ ಮ್ಯಾನ್ ಹುದ್ದೆಗಳಿಗೆ ಅರ್ಜಿ ಸಲ್ಲಿಸಿದ ಅಭ್ಯರ್ಥಿಗಳಿಗೆ ಸಹನಾ ಶಕ್ತಿ ಪರೀಕ್ಷೆ ನಡೆಸಲಾಗುತ್ತಿದ್ದು, ಅರ್ಜಿ ಸಲ್ಲಿಸಿದ ಅಭ್ಯರ್ಥಿಗಳನ್ನು ವಿಂಗಡಣೆ ಮಾಡಿ ಪ್ರತಿದಿನ 300 ಅಭ್ಯರ್ಥಿಗಳಿಗೆ ಪಾರದರ್ಶಕವಾಗಿ ಸಹನಾ ಶಕ್ತಿ ಪರೀಕ್ಷೆ ನಡೆಸಲು ಸೆಸ್ಕ್ ಕ್ರಮ ಕೈಗೊಂಡಿದೆ. ಪರೀಕ್ಷೆಯ ಮೊದಲ ದಿನವಾದ ಸೋಮವಾರ ಹಾಜರಾಗುವಂತೆ 300 ಅಭ್ಯರ್ಥಿಗಳಿಗೆ ಕರೆಯಲಾಗಿತ್ತು. 22 ಯುವತಿಯರು ಸೇರಿದಂತೆ 248 ಮಂದಿ	[95, 447, 281, 793]
theatre-film: ರೆಟ್ರೋ (ಕ)	[1082, 300, 1127, 313]
theatre-phone: (ದೂ: 2521923)	[1375, 143, 1460, 156]
story5-body-c4: ಮಂಡ್ಯದ ಕುಣಿಗಲ್, ತುಮಕೂರು ನಲ್ಲಿ ಬಸ್ ನಿಲ್ಲಿಸಿದಾಗ ಯಾರಾದರೂ ಬ್ಯಾಗ್ ತೆಗೆದುಕೊಂಡು ಹೋಗಿರಬಹುದು ಎಂದು ಶಂಕಿಸಲಾಗಿದೆ. ಈ ಸಂಬಂಧ ಪ್ರಕರಣ ದಾಖಲಿಸಿಕೊಂಡಿರುವ ಪೊಲೀಸರು ತನಿಖೆ ಆರಂಭಿಸಿದ್ದಾರೆ.	[682, 2049, 860, 2151]
theatre-film: ರೆಟ್ರೋ (ತೆ)	[1082, 435, 1128, 449]
mvc-screens	[1076, 1048, 1466, 1180]
pvr-note: ಸೂಚನೆ : ಸಿನಿಮಾ ಮಾರ್ಗದರ್ಶಿಯಲ್ಲಿ ಮಾಹಿತಿಯನ್ನು ಪರಿಷ್ಕರಿಸಿಕೊಳ್ಳಲು ನಾವು ಸಾಧ್ಯವಾದಷ್ಟು ಪ್ರಯತ್ನಿಸುತ್ತೇವೆ. ಆದರೂ ಕೊನೆಯ ಕ್ಷಣದ ಬದಲಾವಣೆಗಳಿಗೆ ಚಿತ್ರಮಂದಿರಗಳೇ ಜವಾಬ್ದಾರರು.	[1076, 1347, 1466, 1384]
theatre-film-row	[1076, 476, 1466, 499]
story5-photo	[480, 1847, 865, 2022]
story5-body-c6: ನಿವಾಸಿಗಳ ಬಳಿ ಹಣ ಇತ್ತು ಎಂಬ ವಿಚಾರ ತಿಳಿದಿದ್ದ ಯಾರಾದರೂ ಕೃತ್ಯ ಎಸಗಿರಬಹುದು ಎಂಬ ಅನುಮಾನ ವ್ಯಕ್ತವಾಗಿದೆ. ನಜರ್‌ಬಾದ್ ಪೊಲೀಸ್ ಠಾಣೆಯಲ್ಲಿ ಪ್ರಕರಣ ದಾಖಲಾಗಿದೆ ಎಂದು ತಿಳಿದುಬಂದಿದೆ.	[877, 2035, 1056, 2119]
pvr-phone: 2ನೇ ಮಹಡಿ, ಮೊ: 8951357139	[1199, 1227, 1372, 1241]
theatre-name-row	[1076, 409, 1466, 431]
theatre-film-row	[1076, 206, 1466, 228]
story2-body-c1: ಸಂಸಾರ ಜೀವನಕ್ಕೆ ಕಾಲಿಟ್ಟರು. ಮಂದಿ ಶಿಕ್ಷಣ ಪಡೆದು ಸೇರಿ, ಸಾಹಿತ್ಯ ಕ್ಷೇತ್ರಗಳಲ್ಲಿ ಹೆಸರು ಮಾಡಿದ್ದರು. ಇದರ ಸವಾರಿಯಲ್ಲಿ ದಿವಾನ್ ರಂಗಾಚಾರ್ಲು ಅವರ ಬಗ್ಗೆ ಇಂಗ್ಲಿಷಿನಲ್ಲಿ ಪ್ರಕಟಿಸಿದ ಲೇಖನ ಡಿವಿಜಿ ಅವರ ಸಾಹಿತ್ಯ ಜೀವನದಲ್ಲಿ ಹೊಸ ತಿರುವು ನೀಡಿತು.	[516, 1207, 685, 1309]
